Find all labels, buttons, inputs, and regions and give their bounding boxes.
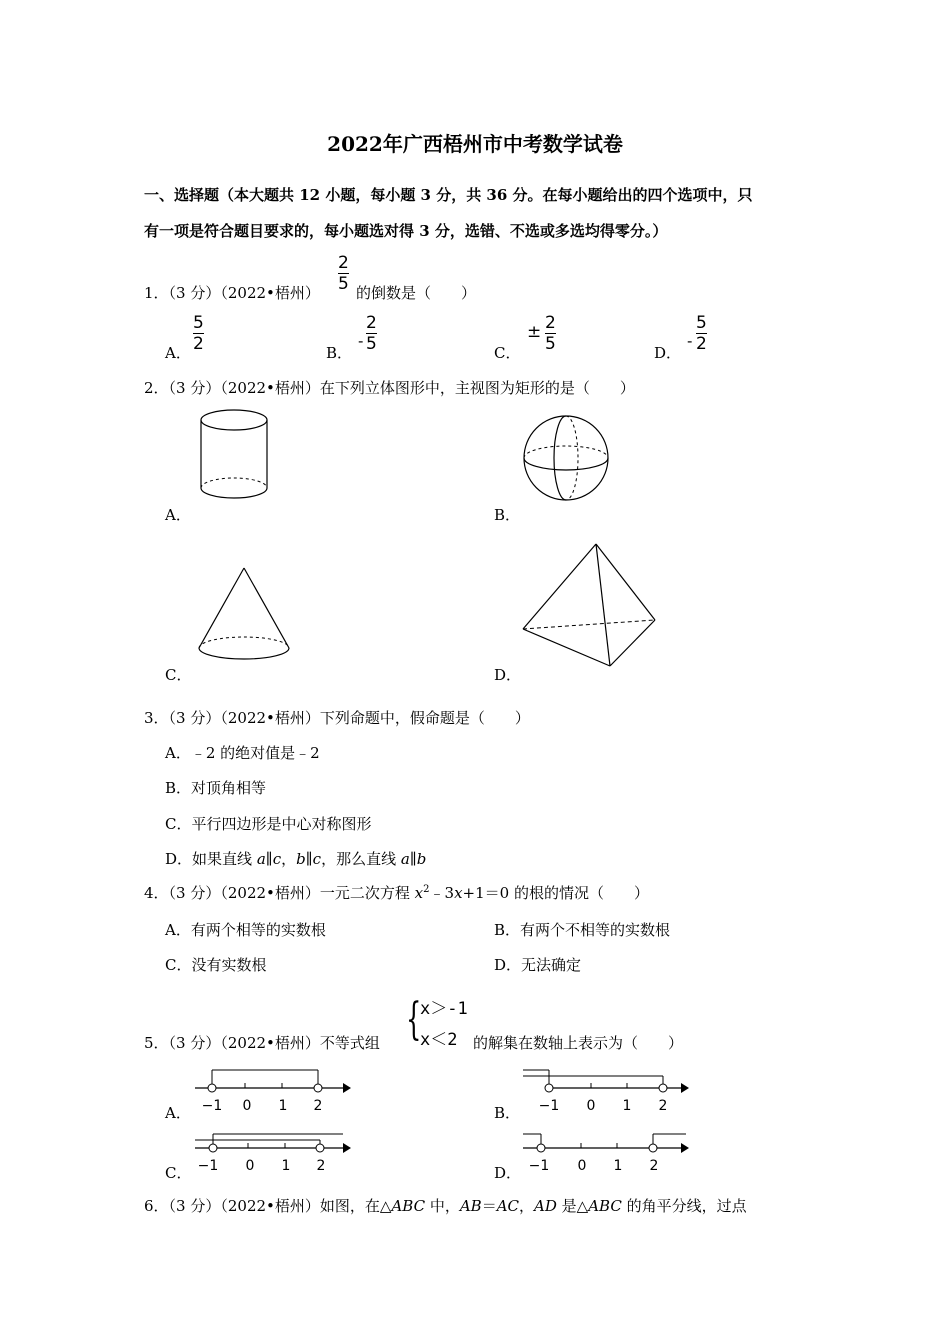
- question-meta: （3 分）（2022•梧州）: [168, 1034, 320, 1052]
- question-number: 1．: [144, 284, 169, 302]
- question-number: 3．: [144, 709, 169, 727]
- q4-option-d[interactable]: D．无法确定: [494, 956, 582, 974]
- q1-text: 的倒数是（ ）: [356, 284, 477, 302]
- q5-inequality-2: x＜2: [420, 1030, 458, 1050]
- frac-denominator: 5: [338, 274, 349, 294]
- q1-option-a-fraction: 5 2: [193, 313, 204, 354]
- q1-option-d-label[interactable]: D．: [654, 344, 682, 362]
- q1-option-c-sign: ±: [527, 322, 542, 342]
- svg-text:−1: −1: [197, 1158, 219, 1174]
- q5-option-d-label[interactable]: D．: [494, 1164, 522, 1182]
- question-5: 5．（3 分）（2022•梧州）不等式组: [144, 1034, 380, 1052]
- question-number: 5．: [144, 1034, 169, 1052]
- q3-option-b[interactable]: B．对顶角相等: [165, 779, 267, 797]
- question-meta: （3 分）（2022•梧州）: [168, 1197, 320, 1215]
- question-6: 6．（3 分）（2022•梧州）如图，在△ABC 中，AB＝AC，AD 是△ABC 的角平分线，过点: [144, 1197, 747, 1215]
- q1-option-b-fraction: 2 5: [366, 313, 377, 354]
- number-line-c[interactable]: [193, 1130, 353, 1174]
- q5-option-b-label[interactable]: B．: [494, 1104, 521, 1122]
- q1-option-b-label[interactable]: B．: [326, 344, 353, 362]
- page-title: 2022年广西梧州市中考数学试卷: [327, 132, 623, 156]
- svg-text:1: 1: [613, 1158, 623, 1174]
- tetrahedron-icon[interactable]: [520, 542, 660, 672]
- svg-text:0: 0: [242, 1098, 252, 1114]
- q5-text: 的解集在数轴上表示为（ ）: [473, 1034, 684, 1052]
- q3-option-c[interactable]: C．平行四边形是中心对称图形: [165, 815, 372, 833]
- q3-option-a[interactable]: A．﹣2 的绝对值是﹣2: [165, 744, 320, 762]
- q1-option-a-label[interactable]: A．: [165, 344, 191, 362]
- q5-option-c-label[interactable]: C．: [165, 1164, 192, 1182]
- question-3: [144, 707, 530, 728]
- svg-text:−1: −1: [538, 1098, 560, 1114]
- question-number: 2．: [144, 379, 169, 397]
- svg-text:2: 2: [313, 1098, 323, 1114]
- q5-option-a-label[interactable]: A．: [165, 1104, 191, 1122]
- q2-option-b-label[interactable]: B．: [494, 506, 521, 524]
- q1-fraction: [338, 254, 349, 293]
- svg-text:2: 2: [316, 1158, 326, 1174]
- q4-option-b[interactable]: B．有两个不相等的实数根: [494, 921, 671, 939]
- question-text: 下列命题中，假命题是（ ）: [319, 709, 530, 727]
- frac-numerator: 2: [338, 253, 349, 273]
- number-line-a[interactable]: [193, 1070, 353, 1114]
- q4-option-c[interactable]: C．没有实数根: [165, 956, 267, 974]
- svg-text:2: 2: [658, 1098, 668, 1114]
- question-meta: （3 分）（2022•梧州）: [168, 379, 320, 397]
- q1-option-c-label[interactable]: C．: [494, 344, 521, 362]
- q3-option-d[interactable]: D．如果直线 a∥c，b∥c，那么直线 a∥b: [165, 850, 427, 868]
- section-heading-line2: 有一项是符合题目要求的，每小题选对得 3 分，选错、不选或多选均得零分。）: [144, 222, 668, 240]
- svg-text:−1: −1: [201, 1098, 223, 1114]
- q1-option-d-sign: -: [687, 332, 693, 350]
- question-1: [144, 282, 320, 303]
- question-meta: （3 分）（2022•梧州）: [168, 709, 320, 727]
- q1-option-d-fraction: 5 2: [696, 313, 707, 354]
- svg-text:2: 2: [649, 1158, 659, 1174]
- svg-text:−1: −1: [528, 1158, 550, 1174]
- question-2: [144, 377, 635, 398]
- question-text: 在下列立体图形中，主视图为矩形的是（ ）: [319, 379, 635, 397]
- question-number: 4．: [144, 884, 169, 902]
- svg-text:0: 0: [245, 1158, 255, 1174]
- section-heading-line1: 一、选择题（本大题共 12 小题，每小题 3 分，共 36 分。在每小题给出的四个选项中，只: [144, 186, 753, 204]
- svg-text:1: 1: [281, 1158, 291, 1174]
- question-meta: （3 分）（2022•梧州）: [168, 884, 320, 902]
- svg-text:0: 0: [586, 1098, 596, 1114]
- cone-icon[interactable]: [196, 566, 296, 666]
- q2-option-d-label[interactable]: D．: [494, 666, 522, 684]
- q4-option-a[interactable]: A．有两个相等的实数根: [165, 921, 326, 939]
- question-4: 4．（3 分）（2022•梧州）一元二次方程 $x^2﹣3x+1=0$ 的根的情况（ ）: [144, 884, 649, 902]
- question-meta: （3 分）（2022•梧州）: [168, 284, 320, 302]
- number-line-b[interactable]: [521, 1070, 691, 1114]
- q1-option-b-sign: -: [358, 332, 364, 350]
- sphere-icon[interactable]: [522, 414, 612, 504]
- svg-text:1: 1: [622, 1098, 632, 1114]
- brace-icon: {: [406, 994, 422, 1045]
- q5-inequality-1: x＞-1: [420, 999, 468, 1019]
- q2-option-c-label[interactable]: C．: [165, 666, 192, 684]
- q1-option-c-fraction: 2 5: [545, 313, 556, 354]
- number-line-d[interactable]: [521, 1130, 691, 1174]
- cylinder-icon[interactable]: [196, 408, 276, 508]
- svg-text:1: 1: [278, 1098, 288, 1114]
- svg-text:0: 0: [577, 1158, 587, 1174]
- question-number: 6．: [144, 1197, 169, 1215]
- q2-option-a-label[interactable]: A．: [165, 506, 191, 524]
